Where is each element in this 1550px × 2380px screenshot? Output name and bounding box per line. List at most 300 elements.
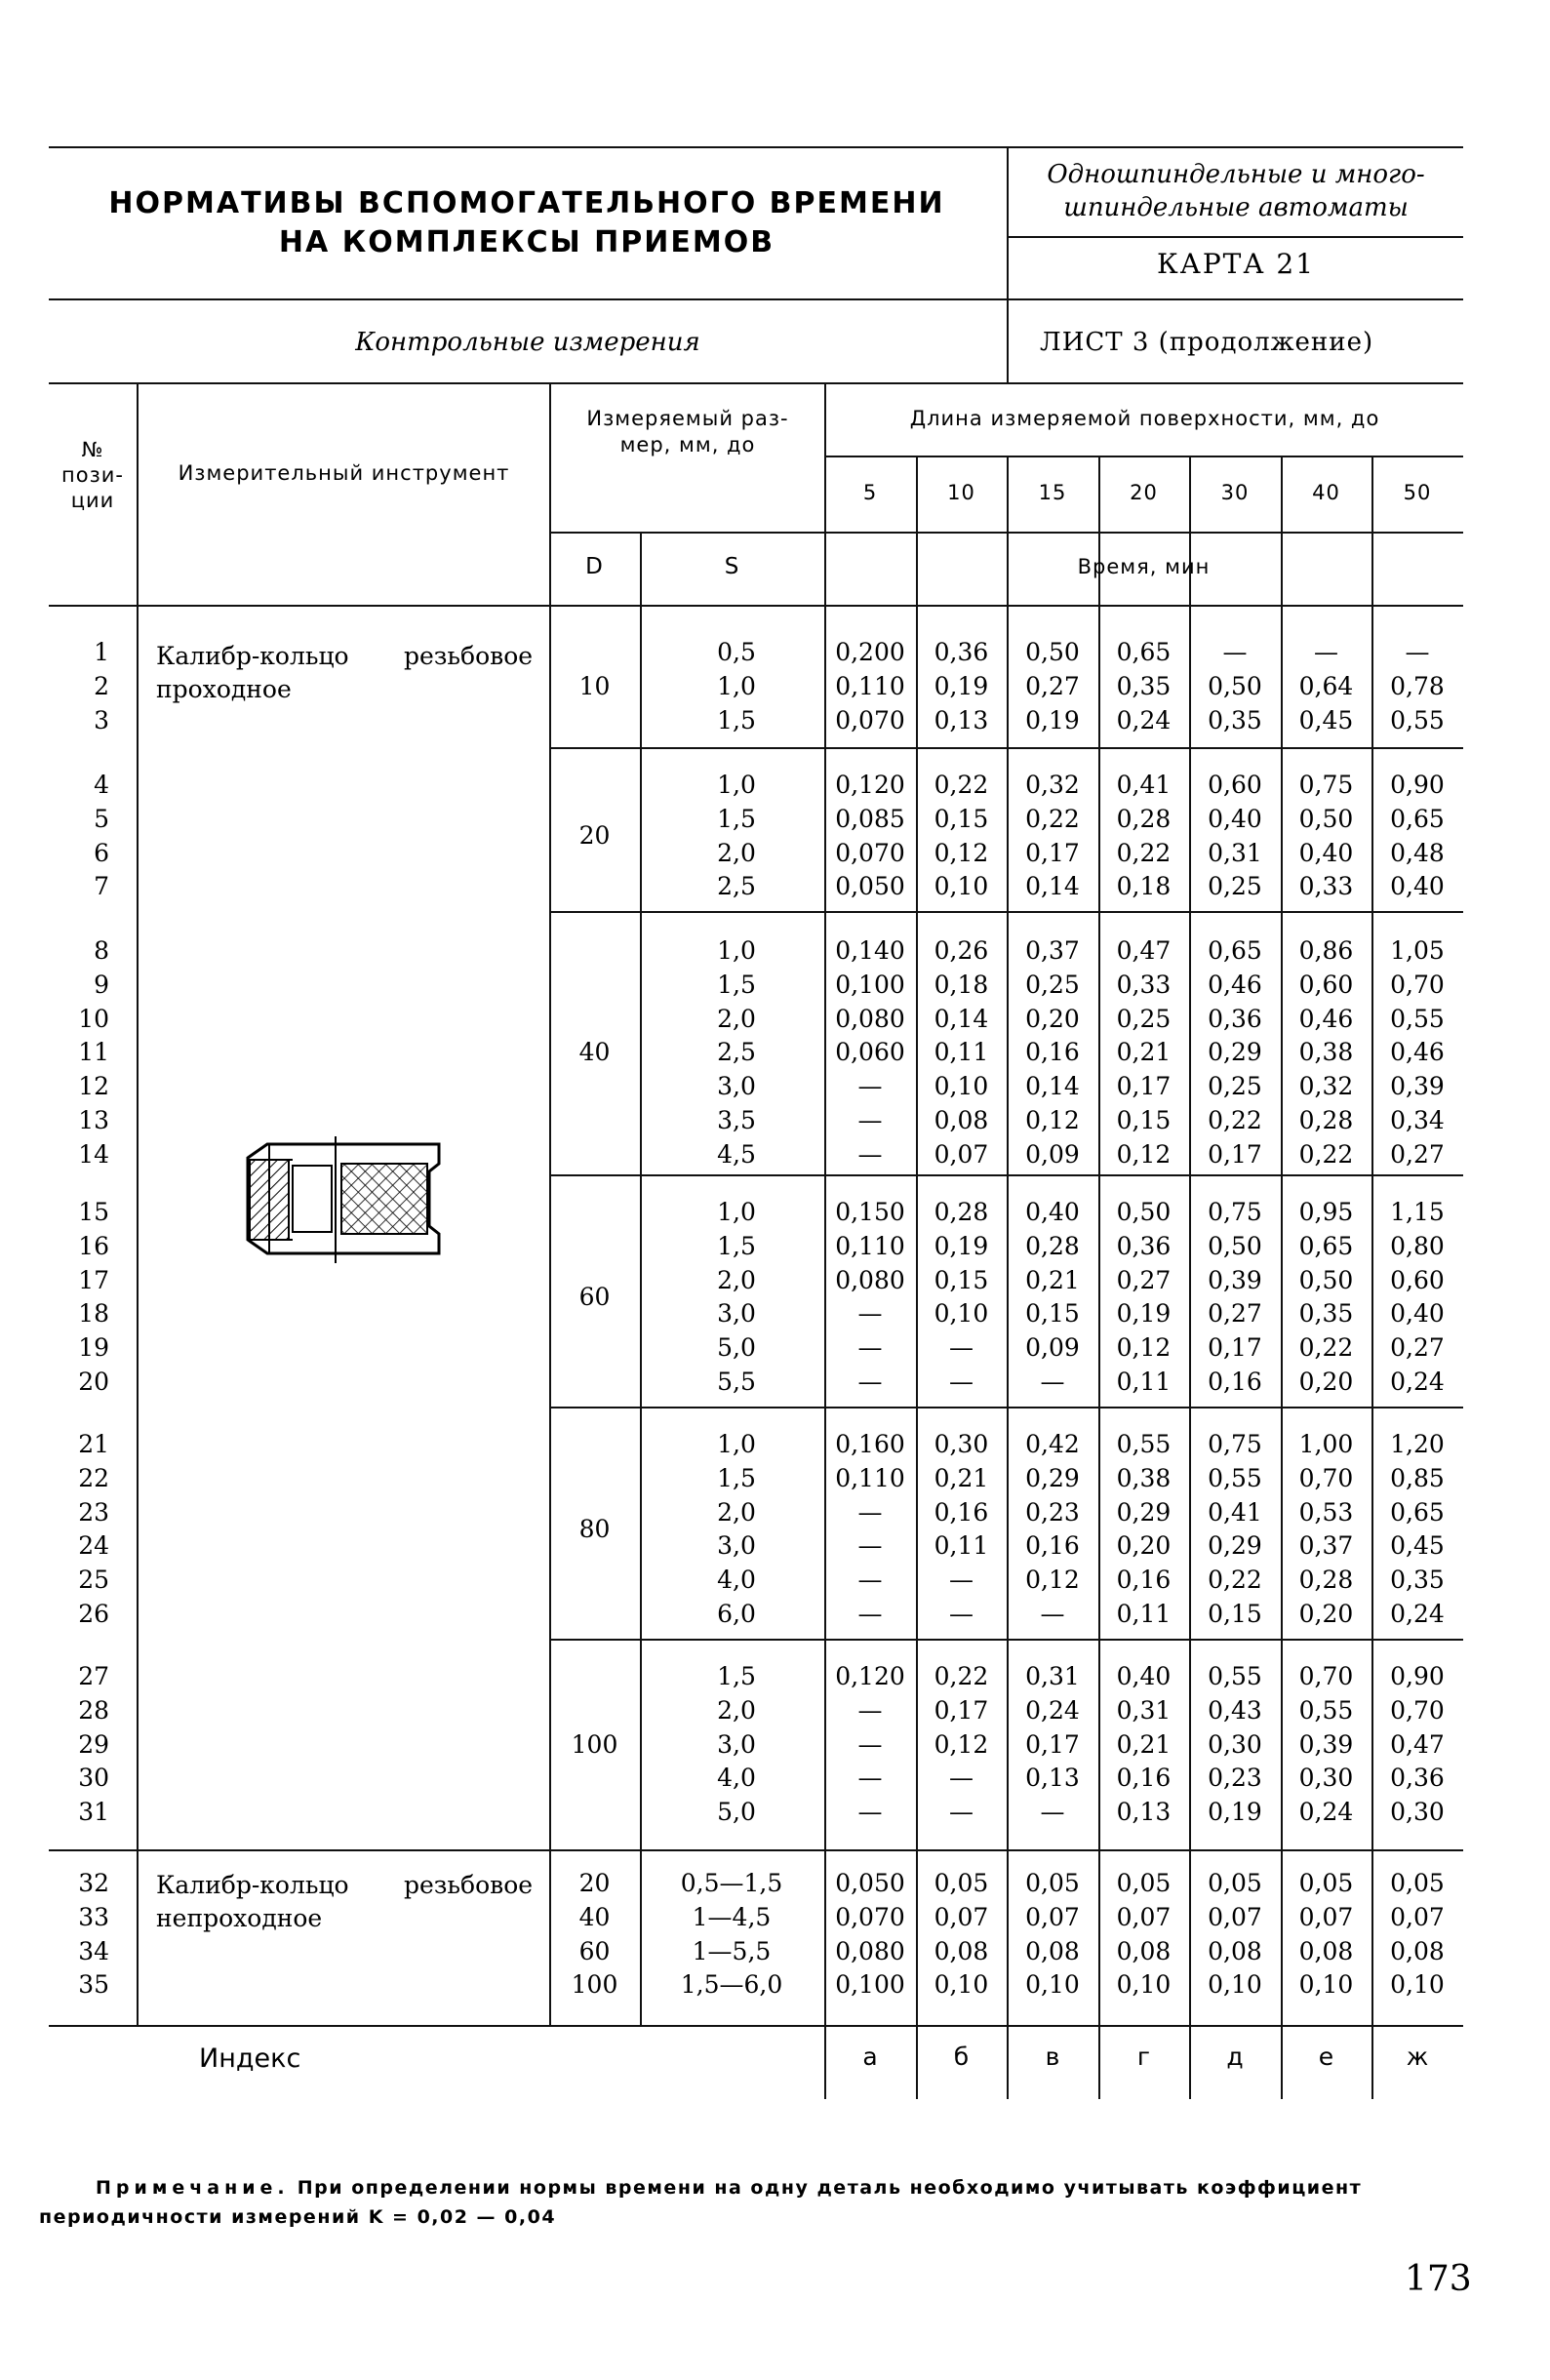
s-value: 3,5 (717, 1106, 756, 1134)
note-line-1 (96, 2173, 1362, 2202)
time-value: — (949, 1600, 974, 1628)
time-value: 0,085 (835, 804, 905, 833)
time-value: — (857, 1600, 883, 1628)
s-value: 1,5 (717, 705, 756, 734)
index-b: б (953, 2043, 970, 2071)
d-value: 40 (578, 1902, 611, 1931)
time-value: 0,08 (1390, 1936, 1445, 1965)
time-value: 0,78 (1390, 671, 1445, 700)
time-value: 0,75 (1208, 1198, 1262, 1226)
position-number: 24 (78, 1531, 109, 1561)
time-value: 0,08 (1116, 1936, 1172, 1965)
time-value: 0,07 (934, 1139, 989, 1169)
time-value: 0,12 (1116, 1333, 1172, 1363)
time-value: 0,13 (1025, 1764, 1080, 1793)
time-value: 0,08 (1298, 1936, 1354, 1965)
time-value: 0,10 (934, 1072, 989, 1101)
time-value: 0,29 (1208, 1038, 1262, 1067)
s-value: 1,0 (717, 671, 756, 700)
position-number: 20 (78, 1368, 109, 1396)
time-value: 0,17 (1025, 1729, 1080, 1759)
time-value: 0,160 (835, 1430, 905, 1458)
time-value: 0,22 (1298, 1139, 1354, 1169)
time-value: 0,100 (835, 970, 905, 999)
time-value: 0,33 (1298, 872, 1354, 901)
time-value: 0,36 (1116, 1231, 1172, 1260)
note-text-1: При определении нормы времени на одну деталь необходимо учитывать коэффициент (297, 2177, 1363, 2199)
time-value: — (949, 1798, 974, 1827)
instrument-1-word-1: Калибр-кольцо (156, 642, 349, 670)
time-value: 0,08 (1025, 1936, 1080, 1965)
s-value: 3,0 (717, 1299, 756, 1329)
position-number: 6 (94, 838, 109, 867)
time-value: 0,17 (1208, 1139, 1262, 1169)
time-value: 0,14 (1025, 1072, 1080, 1101)
index-v: в (1045, 2043, 1060, 2071)
time-value: 0,64 (1298, 671, 1354, 700)
col-pos-line-3: ции (70, 489, 115, 512)
time-value: 0,24 (1390, 1368, 1445, 1396)
time-value: 0,40 (1208, 804, 1262, 833)
time-value: 0,10 (1298, 1970, 1354, 2000)
col-length: Длина измеряемой поверхности, мм, до (909, 407, 1380, 430)
time-value: 0,39 (1298, 1729, 1354, 1759)
group-separator (49, 1849, 1463, 1851)
time-value: 0,050 (835, 872, 905, 901)
time-value: 0,46 (1390, 1038, 1445, 1067)
s-value: 2,0 (717, 1265, 756, 1294)
time-value: 0,16 (1116, 1566, 1172, 1595)
time-value: 0,70 (1390, 970, 1445, 999)
time-value: 0,070 (835, 705, 905, 734)
d-value: 100 (571, 1970, 618, 2000)
time-value: 0,11 (934, 1038, 989, 1067)
length-10: 10 (947, 481, 975, 504)
position-number: 22 (78, 1463, 109, 1492)
time-value: 1,05 (1390, 936, 1445, 965)
s-value: 0,5—1,5 (680, 1869, 783, 1897)
time-value: — (857, 1566, 883, 1595)
s-value: 6,0 (717, 1600, 756, 1628)
group-separator (549, 1639, 1463, 1641)
time-value: 0,16 (1116, 1764, 1172, 1793)
s-value: 2,0 (717, 838, 756, 867)
time-value: 0,10 (1116, 1970, 1172, 2000)
position-number: 14 (78, 1139, 109, 1169)
s-value: 4,0 (717, 1764, 756, 1793)
time-value: 0,07 (1390, 1902, 1445, 1931)
time-value: 0,85 (1390, 1463, 1445, 1492)
time-value: 0,080 (835, 1265, 905, 1294)
card-number: КАРТА 21 (1156, 248, 1316, 280)
time-value: 0,53 (1298, 1497, 1354, 1527)
s-value: 2,5 (717, 1038, 756, 1067)
position-number: 10 (78, 1004, 109, 1033)
time-value: 0,28 (1298, 1566, 1354, 1595)
length-15: 15 (1038, 481, 1067, 504)
s-value: 2,0 (717, 1497, 756, 1527)
length-50: 50 (1403, 481, 1432, 504)
instrument-2-line-2: непроходное (156, 1904, 323, 1932)
position-number: 16 (78, 1231, 109, 1260)
time-value: 0,09 (1025, 1139, 1080, 1169)
s-value: 1,5 (717, 970, 756, 999)
index-a: а (862, 2043, 878, 2071)
d-value: 80 (578, 1515, 611, 1543)
col-instrument: Измерительный инструмент (178, 461, 510, 485)
time-value: 0,37 (1025, 936, 1080, 965)
time-value: 1,15 (1390, 1198, 1445, 1226)
s-value: 3,0 (717, 1072, 756, 1101)
s-value: 1—5,5 (692, 1936, 772, 1965)
time-value: — (949, 1368, 974, 1396)
s-value: 3,0 (717, 1729, 756, 1759)
time-value: 0,19 (934, 1231, 989, 1260)
time-value: 0,060 (835, 1038, 905, 1067)
time-value: 0,95 (1298, 1198, 1354, 1226)
position-number: 8 (94, 936, 109, 965)
position-number: 19 (78, 1333, 109, 1363)
time-value: 0,38 (1116, 1463, 1172, 1492)
time-value: 0,34 (1390, 1106, 1445, 1134)
length-20: 20 (1130, 481, 1158, 504)
time-value: 0,17 (1025, 838, 1080, 867)
group-separator (549, 1407, 1463, 1408)
time-value: 0,27 (1208, 1299, 1262, 1329)
time-value: 0,24 (1116, 705, 1172, 734)
time-value: 0,35 (1208, 705, 1262, 734)
time-value: 0,14 (934, 1004, 989, 1033)
time-value: — (1405, 638, 1430, 666)
time-value: 0,45 (1298, 705, 1354, 734)
time-value: 0,10 (934, 1299, 989, 1329)
time-value: 0,12 (934, 1729, 989, 1759)
time-value: 0,08 (1208, 1936, 1262, 1965)
time-value: 0,70 (1298, 1463, 1354, 1492)
d-value: 60 (578, 1936, 611, 1965)
time-value: 0,50 (1208, 671, 1262, 700)
time-value: 0,05 (934, 1869, 989, 1897)
index-e: е (1318, 2043, 1334, 2071)
time-value: 0,60 (1298, 970, 1354, 999)
group-separator (549, 1174, 1463, 1176)
time-value: 0,07 (1298, 1902, 1354, 1931)
time-value: 0,19 (1025, 705, 1080, 734)
time-value: 0,35 (1116, 671, 1172, 700)
instrument-2-word-2: резьбовое (404, 1871, 534, 1899)
time-value: 0,22 (1025, 804, 1080, 833)
group-separator (549, 911, 1463, 913)
time-value: 0,100 (835, 1970, 905, 2000)
index-d: д (1226, 2043, 1244, 2071)
time-value: 0,40 (1025, 1198, 1080, 1226)
time-value: — (857, 1729, 883, 1759)
time-value: 0,38 (1298, 1038, 1354, 1067)
d-value: 20 (578, 1869, 611, 1897)
position-number: 1 (94, 638, 109, 666)
time-value: — (1040, 1368, 1065, 1396)
position-number: 9 (94, 970, 109, 999)
time-value: 0,75 (1298, 771, 1354, 799)
time-value: 0,120 (835, 771, 905, 799)
s-value: 5,0 (717, 1798, 756, 1827)
time-value: 0,16 (1025, 1038, 1080, 1067)
time-value: 0,24 (1025, 1695, 1080, 1725)
time-value: 0,30 (1208, 1729, 1262, 1759)
time-value: 0,08 (934, 1106, 989, 1134)
ring-gauge-drawing (234, 1136, 449, 1263)
time-value: 0,40 (1298, 838, 1354, 867)
index-g: г (1136, 2043, 1151, 2071)
time-value: 0,20 (1025, 1004, 1080, 1033)
time-value: 0,65 (1390, 1497, 1445, 1527)
time-value: 0,050 (835, 1869, 905, 1897)
time-value: 0,29 (1025, 1463, 1080, 1492)
s-value: 1,5 (717, 1463, 756, 1492)
time-value: 0,13 (934, 705, 989, 734)
time-value: 0,65 (1208, 936, 1262, 965)
time-value: 0,21 (934, 1463, 989, 1492)
time-value: — (857, 1764, 883, 1793)
time-value: 0,20 (1298, 1368, 1354, 1396)
time-value: 0,40 (1390, 872, 1445, 901)
position-number: 4 (94, 771, 109, 799)
position-number: 15 (78, 1198, 109, 1226)
d-value: 10 (578, 671, 611, 700)
position-number: 13 (78, 1106, 109, 1134)
time-value: 0,31 (1025, 1662, 1080, 1690)
time-value: 0,25 (1208, 872, 1262, 901)
time-value: — (857, 1072, 883, 1101)
time-value: 0,11 (1116, 1600, 1172, 1628)
time-value: 0,10 (934, 872, 989, 901)
position-number: 11 (78, 1038, 109, 1067)
time-value: 0,08 (934, 1936, 989, 1965)
rule-col-d (640, 532, 642, 2025)
time-value: 0,09 (1025, 1333, 1080, 1363)
time-value: 0,65 (1390, 804, 1445, 833)
time-value: 0,11 (934, 1531, 989, 1561)
time-value: 0,25 (1025, 970, 1080, 999)
position-number: 27 (78, 1662, 109, 1690)
time-value: 0,28 (1298, 1106, 1354, 1134)
time-value: 0,16 (1025, 1531, 1080, 1561)
note-label: Примечание. (96, 2177, 290, 2199)
time-value: 0,27 (1390, 1139, 1445, 1169)
time-value: 0,22 (1298, 1333, 1354, 1363)
time-value: 0,14 (1025, 872, 1080, 901)
time-value: 0,50 (1208, 1231, 1262, 1260)
position-number: 18 (78, 1299, 109, 1329)
time-value: 0,47 (1390, 1729, 1445, 1759)
time-value: 0,30 (1298, 1764, 1354, 1793)
time-value: 0,070 (835, 1902, 905, 1931)
s-value: 1,5 (717, 804, 756, 833)
time-value: 0,35 (1298, 1299, 1354, 1329)
time-value: 0,110 (835, 1463, 905, 1492)
time-value: 0,55 (1208, 1463, 1262, 1492)
rule-top (49, 146, 1463, 148)
time-value: 0,45 (1390, 1531, 1445, 1561)
rule-table-top (49, 382, 1463, 384)
time-value: 0,23 (1025, 1497, 1080, 1527)
time-value: 0,41 (1208, 1497, 1262, 1527)
time-value: 0,26 (934, 936, 989, 965)
position-number: 5 (94, 804, 109, 833)
time-value: 0,120 (835, 1662, 905, 1690)
d-value: 100 (571, 1729, 618, 1759)
time-value: 0,70 (1390, 1695, 1445, 1725)
time-value: 0,46 (1298, 1004, 1354, 1033)
time-value: 0,55 (1390, 1004, 1445, 1033)
col-size-line-2: мер, мм, до (619, 433, 756, 456)
time-value: 0,40 (1116, 1662, 1172, 1690)
time-value: — (857, 1531, 883, 1561)
position-number: 17 (78, 1265, 109, 1294)
time-value: 0,19 (934, 671, 989, 700)
length-5: 5 (862, 481, 878, 504)
time-value: 0,200 (835, 638, 905, 666)
time-value: 0,55 (1116, 1430, 1172, 1458)
title-line-1: НОРМАТИВЫ ВСПОМОГАТЕЛЬНОГО ВРЕМЕНИ (108, 186, 945, 220)
time-value: — (857, 1139, 883, 1169)
time-value: — (1040, 1798, 1065, 1827)
time-value: 0,90 (1390, 771, 1445, 799)
time-value: — (857, 1798, 883, 1827)
time-value: 0,10 (1025, 1970, 1080, 2000)
position-number: 12 (78, 1072, 109, 1101)
note-line-2: периодичности измерений K = 0,02 — 0,04 (39, 2206, 557, 2228)
position-number: 7 (94, 872, 109, 901)
time-value: 0,15 (934, 804, 989, 833)
time-value: 0,07 (1208, 1902, 1262, 1931)
s-value: 1,0 (717, 1430, 756, 1458)
time-value: 0,60 (1390, 1265, 1445, 1294)
time-value: 0,36 (1208, 1004, 1262, 1033)
time-value: 0,22 (1208, 1106, 1262, 1134)
title-line-2: НА КОМПЛЕКСЫ ПРИЕМОВ (278, 225, 775, 259)
s-value: 5,5 (717, 1368, 756, 1396)
s-value: 1,0 (717, 1198, 756, 1226)
col-size-line-1: Измеряемый раз- (586, 407, 789, 430)
time-value: 0,15 (1025, 1299, 1080, 1329)
time-value: 1,20 (1390, 1430, 1445, 1458)
time-value: 0,42 (1025, 1430, 1080, 1458)
time-value: 0,070 (835, 838, 905, 867)
time-value: 0,05 (1025, 1869, 1080, 1897)
length-30: 30 (1220, 481, 1250, 504)
time-value: 0,12 (934, 838, 989, 867)
time-value: 0,32 (1025, 771, 1080, 799)
time-value: 0,31 (1116, 1695, 1172, 1725)
index-label: Индекс (199, 2043, 301, 2074)
time-value: 0,55 (1390, 705, 1445, 734)
s-value: 1,5 (717, 1662, 756, 1690)
rule-col-pos (137, 382, 139, 2025)
time-value: — (1040, 1600, 1065, 1628)
time-value: 0,70 (1298, 1662, 1354, 1690)
position-number: 26 (78, 1600, 109, 1628)
time-value: 0,13 (1116, 1798, 1172, 1827)
time-value: 0,080 (835, 1004, 905, 1033)
time-value: 0,28 (1025, 1231, 1080, 1260)
time-value: — (857, 1106, 883, 1134)
time-value: 0,150 (835, 1198, 905, 1226)
time-value: 0,27 (1390, 1333, 1445, 1363)
s-value: 1,0 (717, 936, 756, 965)
col-pos-line-1: № (81, 438, 104, 461)
time-value: 0,33 (1116, 970, 1172, 999)
time-value: — (857, 1368, 883, 1396)
time-value: 0,10 (1208, 1970, 1262, 2000)
time-value: 0,15 (1208, 1600, 1262, 1628)
time-value: — (857, 1333, 883, 1363)
time-value: 0,35 (1390, 1566, 1445, 1595)
time-value: 0,05 (1116, 1869, 1172, 1897)
time-value: 0,17 (1208, 1333, 1262, 1363)
time-value: 0,18 (1116, 872, 1172, 901)
position-number: 25 (78, 1566, 109, 1595)
position-number: 29 (78, 1729, 109, 1759)
time-value: — (857, 1299, 883, 1329)
time-value: 0,110 (835, 671, 905, 700)
col-d: D (585, 554, 604, 579)
page-number: 173 (1405, 2259, 1472, 2299)
s-value: 1,5 (717, 1231, 756, 1260)
s-value: 2,0 (717, 1695, 756, 1725)
time-value: 0,24 (1390, 1600, 1445, 1628)
time-value: 0,29 (1208, 1531, 1262, 1561)
time-value: 0,22 (1116, 838, 1172, 867)
time-value: 0,20 (1298, 1600, 1354, 1628)
time-value: 0,22 (934, 771, 989, 799)
time-value: 0,60 (1208, 771, 1262, 799)
d-value: 20 (578, 821, 611, 851)
time-value: 0,19 (1208, 1798, 1262, 1827)
time-value: 1,00 (1298, 1430, 1354, 1458)
time-value: — (857, 1497, 883, 1527)
position-number: 32 (78, 1869, 109, 1897)
time-value: 0,10 (1390, 1970, 1445, 2000)
index-zh: ж (1406, 2043, 1429, 2071)
time-value: 0,75 (1208, 1430, 1262, 1458)
time-value: 0,19 (1116, 1299, 1172, 1329)
time-value: 0,27 (1116, 1265, 1172, 1294)
time-value: 0,110 (835, 1231, 905, 1260)
s-value: 4,0 (717, 1566, 756, 1595)
position-number: 28 (78, 1695, 109, 1725)
time-value: 0,25 (1116, 1004, 1172, 1033)
time-value: 0,17 (1116, 1072, 1172, 1101)
time-value: 0,25 (1208, 1072, 1262, 1101)
time-value: 0,20 (1116, 1531, 1172, 1561)
time-value: 0,24 (1298, 1798, 1354, 1827)
time-value: 0,90 (1390, 1662, 1445, 1690)
time-value: 0,12 (1116, 1139, 1172, 1169)
time-value: — (1222, 638, 1248, 666)
time-value: 0,36 (1390, 1764, 1445, 1793)
time-value: 0,37 (1298, 1531, 1354, 1561)
time-value: — (949, 1333, 974, 1363)
time-value: 0,16 (934, 1497, 989, 1527)
time-value: 0,48 (1390, 838, 1445, 867)
time-value: 0,30 (934, 1430, 989, 1458)
time-value: 0,15 (934, 1265, 989, 1294)
s-value: 4,5 (717, 1139, 756, 1169)
time-value: 0,15 (1116, 1106, 1172, 1134)
machine-type-line-1: Одношпиндельные и много- (1047, 160, 1425, 189)
rule-under-header (49, 298, 1463, 300)
